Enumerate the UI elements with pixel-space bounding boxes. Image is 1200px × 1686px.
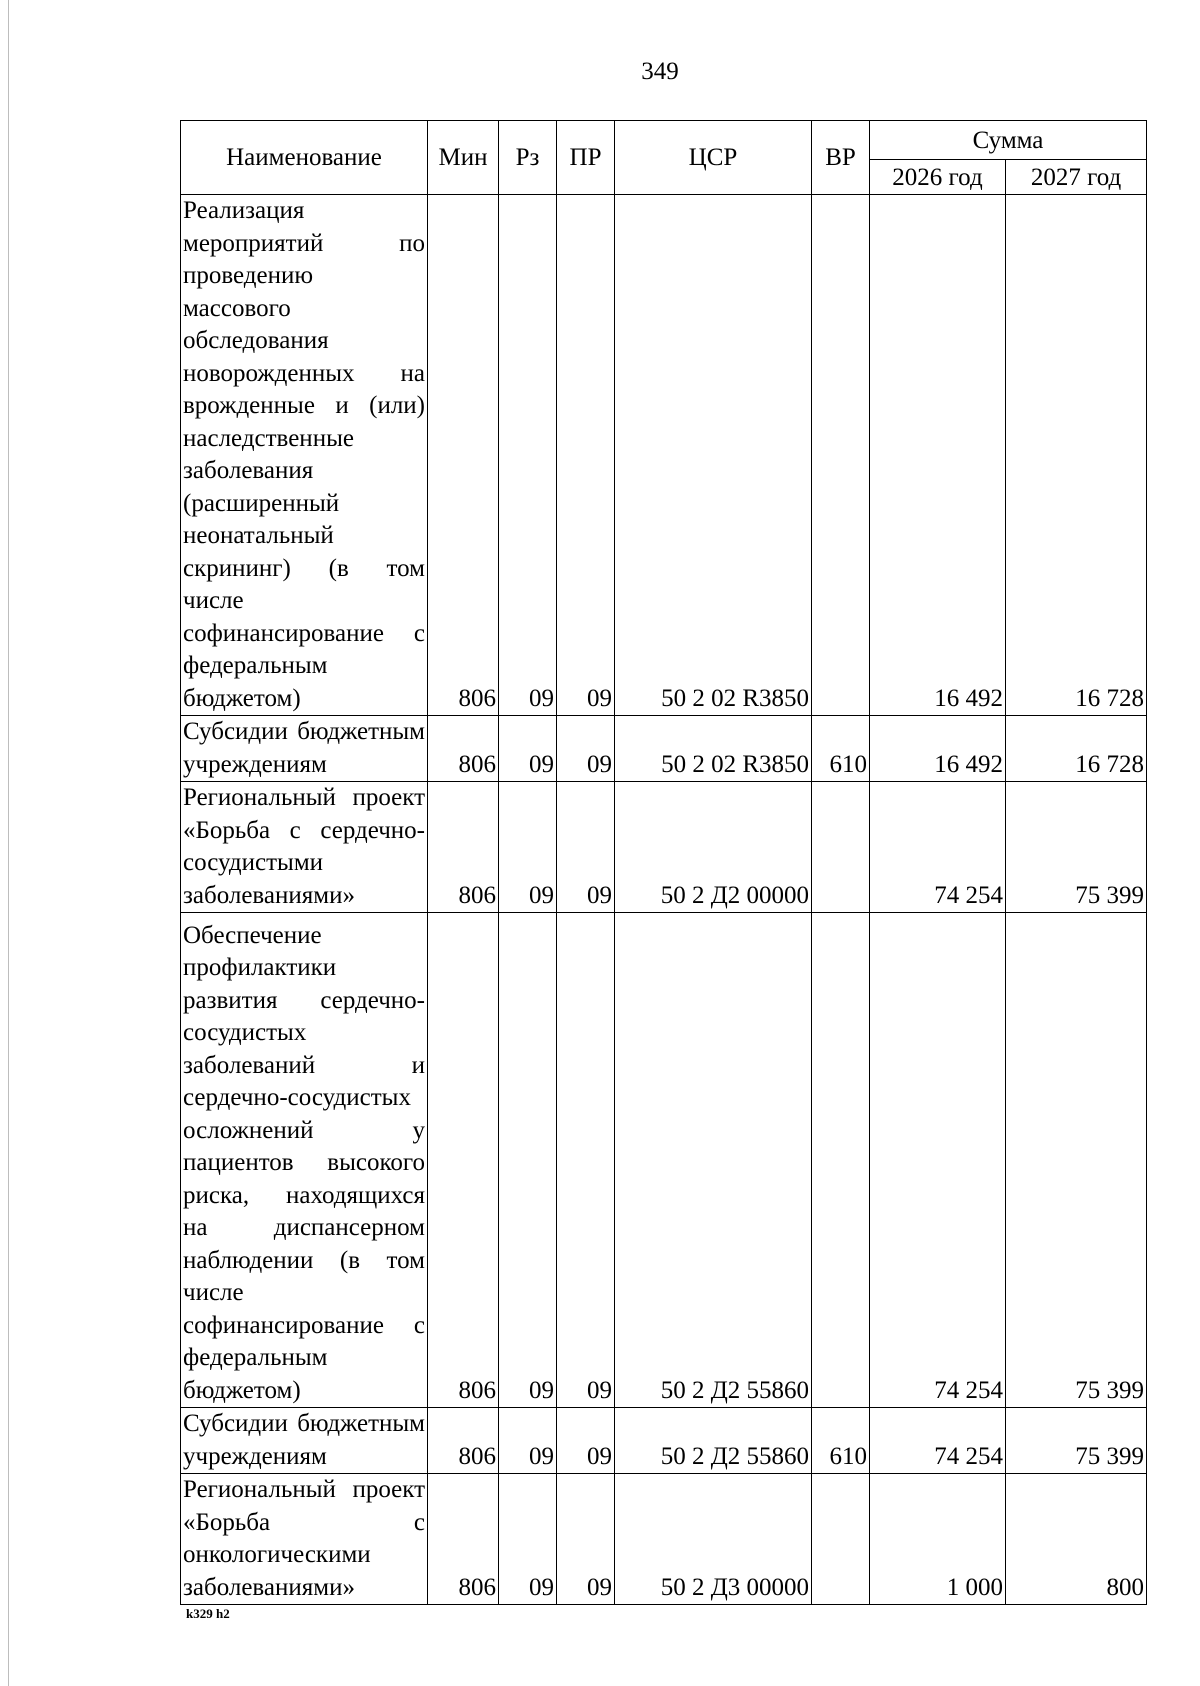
row-min: 806 <box>428 1408 499 1474</box>
row-pr: 09 <box>557 716 615 782</box>
table-row <box>181 195 1147 716</box>
row-name: Региональный проект «Борьба с сердечно-сосудистыми заболеваниями» <box>181 782 428 913</box>
row-csr: 50 2 02 R3850 <box>615 716 812 782</box>
row-rz: 09 <box>499 195 557 716</box>
table-row <box>181 782 1147 913</box>
header-2026: 2026 год <box>870 160 1006 195</box>
row-2026: 74 254 <box>870 913 1006 1408</box>
row-2027: 75 399 <box>1006 782 1147 913</box>
table-row <box>181 1408 1147 1474</box>
header-sum: Сумма <box>870 121 1147 160</box>
row-name: Реализация мероприятий по проведению массового обследования новорожденных на врожденные и (или) наследственные заболевания (расширенный неонатальный скрининг) (в том числе софинансирование с федеральным бюджетом) <box>181 195 428 716</box>
row-min: 806 <box>428 716 499 782</box>
header-2027: 2027 год <box>1006 160 1147 195</box>
page-number: 349 <box>641 58 679 85</box>
row-csr: 50 2 Д3 00000 <box>615 1474 812 1605</box>
row-2026: 74 254 <box>870 782 1006 913</box>
header-rz: Рз <box>499 121 557 195</box>
row-rz: 09 <box>499 913 557 1408</box>
row-vr: 610 <box>812 1408 870 1474</box>
row-2026: 16 492 <box>870 716 1006 782</box>
row-rz: 09 <box>499 1408 557 1474</box>
header-csr: ЦСР <box>615 121 812 195</box>
row-min: 806 <box>428 1474 499 1605</box>
footer-code: k329 h2 <box>186 1606 230 1621</box>
row-name: Субсидии бюджетным учреждениям <box>181 716 428 782</box>
row-vr <box>812 1474 870 1605</box>
row-2027: 16 728 <box>1006 195 1147 716</box>
row-pr: 09 <box>557 1408 615 1474</box>
row-min: 806 <box>428 782 499 913</box>
header-min: Мин <box>428 121 499 195</box>
row-min: 806 <box>428 913 499 1408</box>
row-csr: 50 2 Д2 55860 <box>615 1408 812 1474</box>
row-pr: 09 <box>557 195 615 716</box>
row-rz: 09 <box>499 1474 557 1605</box>
row-2026: 16 492 <box>870 195 1006 716</box>
row-2027: 16 728 <box>1006 716 1147 782</box>
row-csr: 50 2 Д2 00000 <box>615 782 812 913</box>
row-name: Региональный проект «Борьба с онкологическими заболеваниями» <box>181 1474 428 1605</box>
table-row <box>181 1474 1147 1605</box>
row-vr: 610 <box>812 716 870 782</box>
table-row <box>181 716 1147 782</box>
row-pr: 09 <box>557 1474 615 1605</box>
row-csr: 50 2 02 R3850 <box>615 195 812 716</box>
row-rz: 09 <box>499 782 557 913</box>
header-pr: ПР <box>557 121 615 195</box>
row-2027: 800 <box>1006 1474 1147 1605</box>
row-csr: 50 2 Д2 55860 <box>615 913 812 1408</box>
row-pr: 09 <box>557 913 615 1408</box>
row-vr <box>812 195 870 716</box>
row-2026: 74 254 <box>870 1408 1006 1474</box>
row-name: Обеспечение профилактики развития сердечно-сосудистых заболеваний и сердечно-сосудистых осложнений у пациентов высокого риска, находящихся на диспансерном наблюдении (в том числе софинансирование с федеральным бюджетом) <box>181 913 428 1408</box>
row-name: Субсидии бюджетным учреждениям <box>181 1408 428 1474</box>
row-rz: 09 <box>499 716 557 782</box>
row-2026: 1 000 <box>870 1474 1006 1605</box>
header-vr: ВР <box>812 121 870 195</box>
row-vr <box>812 782 870 913</box>
row-2027: 75 399 <box>1006 913 1147 1408</box>
table-row <box>181 913 1147 1408</box>
row-vr <box>812 913 870 1408</box>
budget-table <box>180 120 1147 1605</box>
header-name: Наименование <box>181 121 428 195</box>
row-min: 806 <box>428 195 499 716</box>
row-pr: 09 <box>557 782 615 913</box>
scan-edge-line <box>8 0 9 1686</box>
header-row-1 <box>181 121 1147 160</box>
row-2027: 75 399 <box>1006 1408 1147 1474</box>
